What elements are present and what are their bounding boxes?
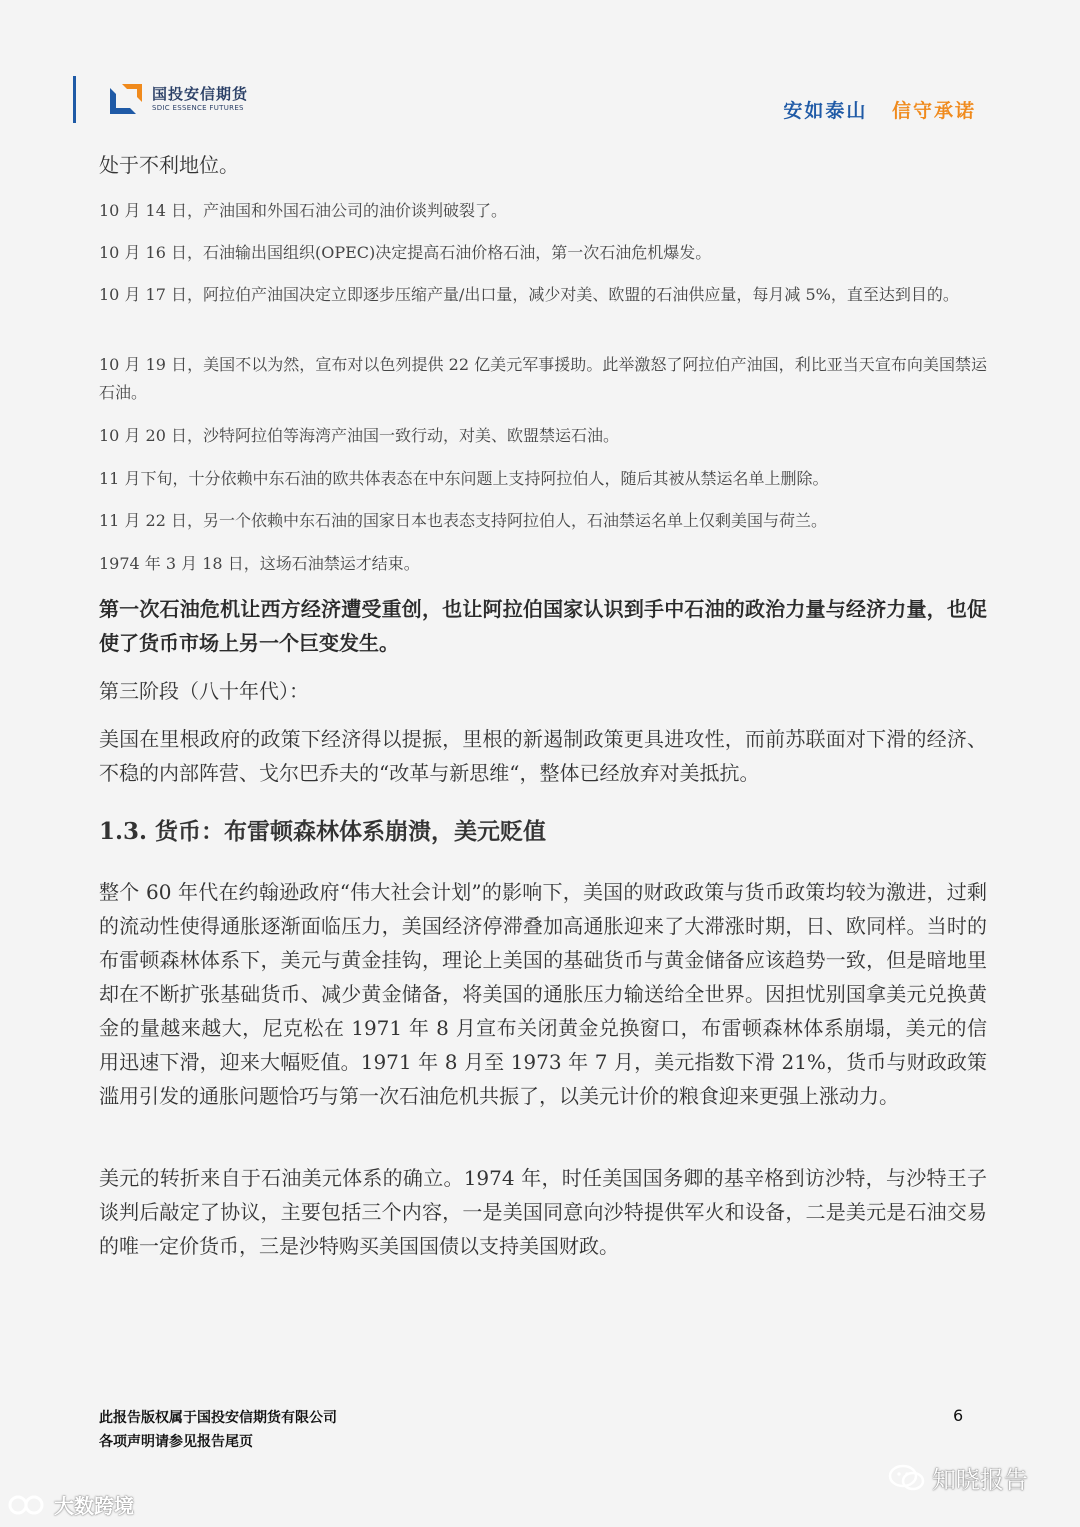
paragraph: 11 月 22 日，另一个依赖中东石油的国家日本也表态支持阿拉伯人，石油禁运名单上仅剩美国与荷兰。	[99, 511, 827, 530]
paragraph: 第三阶段（八十年代）：	[99, 679, 309, 703]
paragraph: 1974 年 3 月 18 日，这场石油禁运才结束。	[99, 554, 420, 573]
watermark-logo-icon	[8, 1494, 48, 1516]
watermark-left-text: 大数跨境	[54, 1494, 134, 1518]
paragraph: 整个 60 年代在约翰逊政府“伟大社会计划”的影响下，美国的财政政策与货币政策均较为激进，过剩的流动性使得通胀逐渐面临压力，美国经济停滞叠加高通胀迎来了大滞涨时期，日、欧同样。当时的布雷顿森林体系下，美元与黄金挂钩，理论上美国的基础货币与黄金储备应该趋势一致，但是暗地里却在不断扩张基础货币、减少黄金储备，将美国的通胀压力输送给全世界。因担忧别国拿美元兑换黄金的量越来越大，尼克松在 1971 年 8 月宣布关闭黄金兑换窗口，布雷顿森林体系崩塌，美元的信用迅速下滑，迎来大幅贬值。1971 年 8 月至 1973 年 7 月，美元指数下滑 21%，货币与财政政策滥用引发的通胀问题恰巧与第一次石油危机共振了，以美元计价的粮食迎来更强上涨动力。	[99, 880, 987, 1108]
copyright-text: 此报告版权属于国投安信期货有限公司	[99, 1410, 337, 1426]
paragraph-emphasis: 第一次石油危机让西方经济遭受重创，也让阿拉伯国家认识到手中石油的政治力量与经济力量，也促使了货币市场上另一个巨变发生。	[99, 597, 987, 655]
paragraph: 10 月 20 日，沙特阿拉伯等海湾产油国一致行动，对美、欧盟禁运石油。	[99, 426, 619, 445]
paragraph: 10 月 17 日，阿拉伯产油国决定立即逐步压缩产量/出口量，减少对美、欧盟的石油供应量，每月减 5%，直至达到目的。	[99, 285, 959, 304]
slogan-part-2: 信守承诺	[891, 100, 976, 122]
paragraph: 10 月 16 日，石油输出国组织(OPEC)决定提高石油价格石油，第一次石油危机爆发。	[99, 243, 712, 262]
logo-name-en: SDIC ESSENCE FUTURES	[152, 103, 244, 112]
logo-mark-icon	[110, 84, 144, 114]
header-rule	[73, 76, 76, 123]
paragraph: 10 月 14 日，产油国和外国石油公司的油价谈判破裂了。	[99, 201, 507, 220]
watermark-right	[888, 1460, 1028, 1495]
watermark-right-text: 知晓报告	[932, 1466, 1028, 1494]
paragraph: 美元的转折来自于石油美元体系的确立。1974 年，时任美国国务卿的基辛格到访沙特，与沙特王子谈判后敲定了协议，主要包括三个内容，一是美国同意向沙特提供军火和设备，二是美元是石油交易的唯一定价货币，三是沙特购买美国国债以支持美国财政。	[99, 1166, 987, 1258]
header-slogan	[783, 96, 976, 123]
footer-copyright	[99, 1406, 337, 1454]
disclaimer-text: 各项声明请参见报告尾页	[99, 1434, 253, 1450]
company-logo	[110, 84, 248, 114]
logo-name-cn: 国投安信期货	[152, 84, 249, 103]
paragraph: 美国在里根政府的政策下经济得以提振，里根的新遏制政策更具进攻性，而前苏联面对下滑的经济、不稳的内部阵营、戈尔巴乔夫的“改革与新思维“，整体已经放弃对美抵抗。	[99, 727, 987, 785]
section-heading: 1.3. 货币：布雷顿森林体系崩溃，美元贬值	[99, 818, 547, 845]
slogan-part-1: 安如泰山	[783, 100, 868, 122]
paragraph: 处于不利地位。	[99, 153, 239, 177]
paragraph: 11 月下旬，十分依赖中东石油的欧共体表态在中东问题上支持阿拉伯人，随后其被从禁运名单上删除。	[99, 469, 829, 488]
watermark-left	[8, 1490, 134, 1519]
paragraph: 10 月 19 日，美国不以为然，宣布对以色列提供 22 亿美元军事援助。此举激怒了阿拉伯产油国，利比亚当天宣布向美国禁运石油。	[99, 355, 987, 402]
page-number: 6	[953, 1406, 964, 1425]
wechat-icon	[888, 1463, 926, 1493]
